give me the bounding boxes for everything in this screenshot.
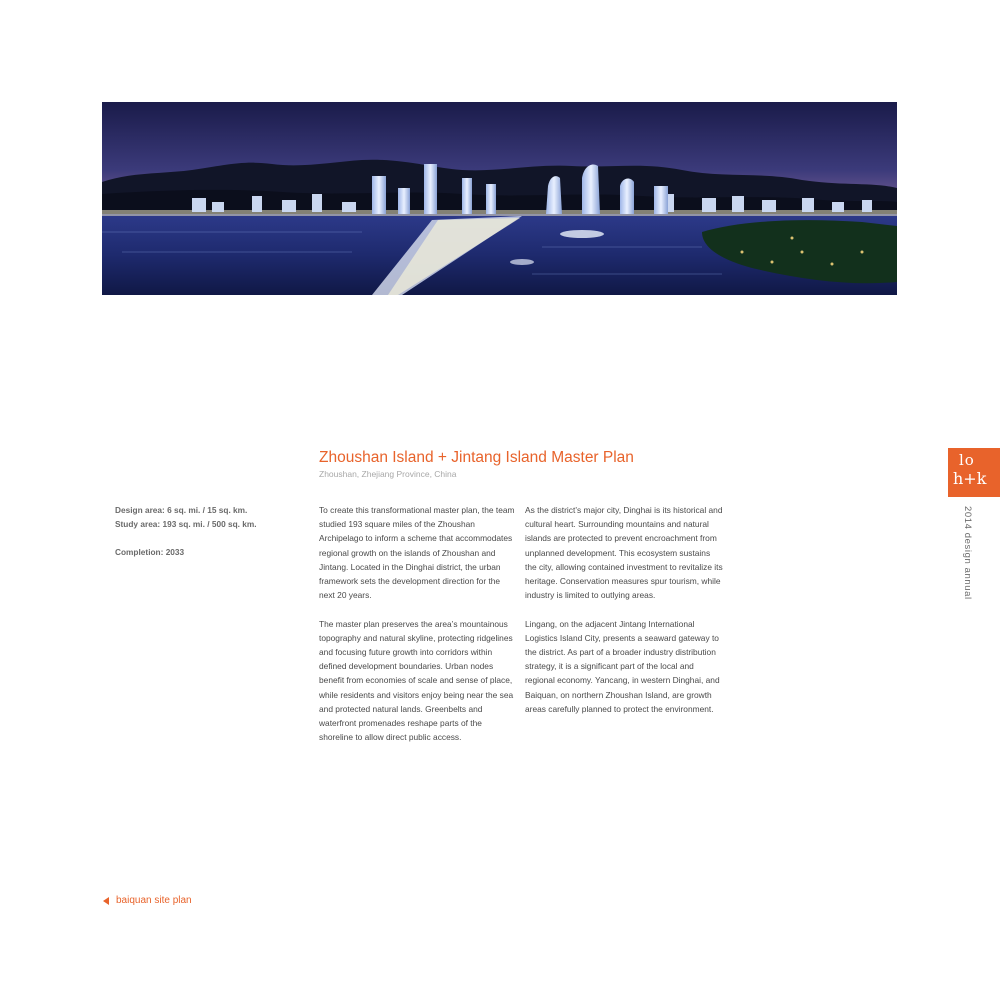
hok-logo <box>948 448 1000 497</box>
logo-line-2: h+k <box>953 469 987 488</box>
body-column-2 <box>525 503 723 730</box>
project-facts <box>115 503 300 559</box>
design-area-fact: Design area: 6 sq. mi. / 15 sq. km. <box>115 505 248 515</box>
back-link-label: baiquan site plan <box>116 895 192 906</box>
logo-line-1: lo <box>959 451 975 469</box>
annual-label: 2014 design annual <box>962 506 973 600</box>
body-paragraph: The master plan preserves the area’s mountainous topography and natural skyline, protecting ridgelines and focusing future growth into corridors within defined development boundaries. Urban nodes benefit from economies of scale and sense of place, while residents and visitors enjoy being near the sea and protected natural lands. Greenbelts and waterfront promenades reshape parts of the shoreline to allow direct public access. <box>319 618 514 743</box>
baiquan-site-plan-link[interactable] <box>103 895 192 906</box>
left-triangle-icon <box>103 897 109 905</box>
completion-fact: Completion: 2033 <box>115 547 185 557</box>
project-location: Zhoushan, Zhejiang Province, China <box>319 469 457 479</box>
project-title: Zhoushan Island + Jintang Island Master Plan <box>319 449 634 466</box>
study-area-fact: Study area: 193 sq. mi. / 500 sq. km. <box>115 519 257 529</box>
body-paragraph: Lingang, on the adjacent Jintang International Logistics Island City, presents a seaward gateway to the district. As part of a broader industry distribution strategy, it is a significant part of the local and regional economy. Yancang, in western Dinghai, and Baiquan, on northern Zhoushan Island, are growth areas carefully planned to protect the environment. <box>525 618 720 714</box>
body-paragraph: To create this transformational master plan, the team studied 193 square miles of the Zhoushan Archipelago to inform a scheme that accommodates regional growth on the islands of Zhoushan and Jintang. Located in the Dinghai district, the urban framework sets the development direction for the next 20 years. <box>319 505 515 601</box>
body-paragraph: As the district’s major city, Dinghai is its historical and cultural heart. Surrounding mountains and natural islands are protected to prevent encroachment from unplanned development. This ecosystem sustains the city, allowing contained investment to revitalize its heritage. Conservation measures spur tourism, while industry is limited to outlying areas. <box>525 505 723 601</box>
body-column-1 <box>319 503 517 759</box>
hero-night-skyline-image <box>102 102 897 295</box>
